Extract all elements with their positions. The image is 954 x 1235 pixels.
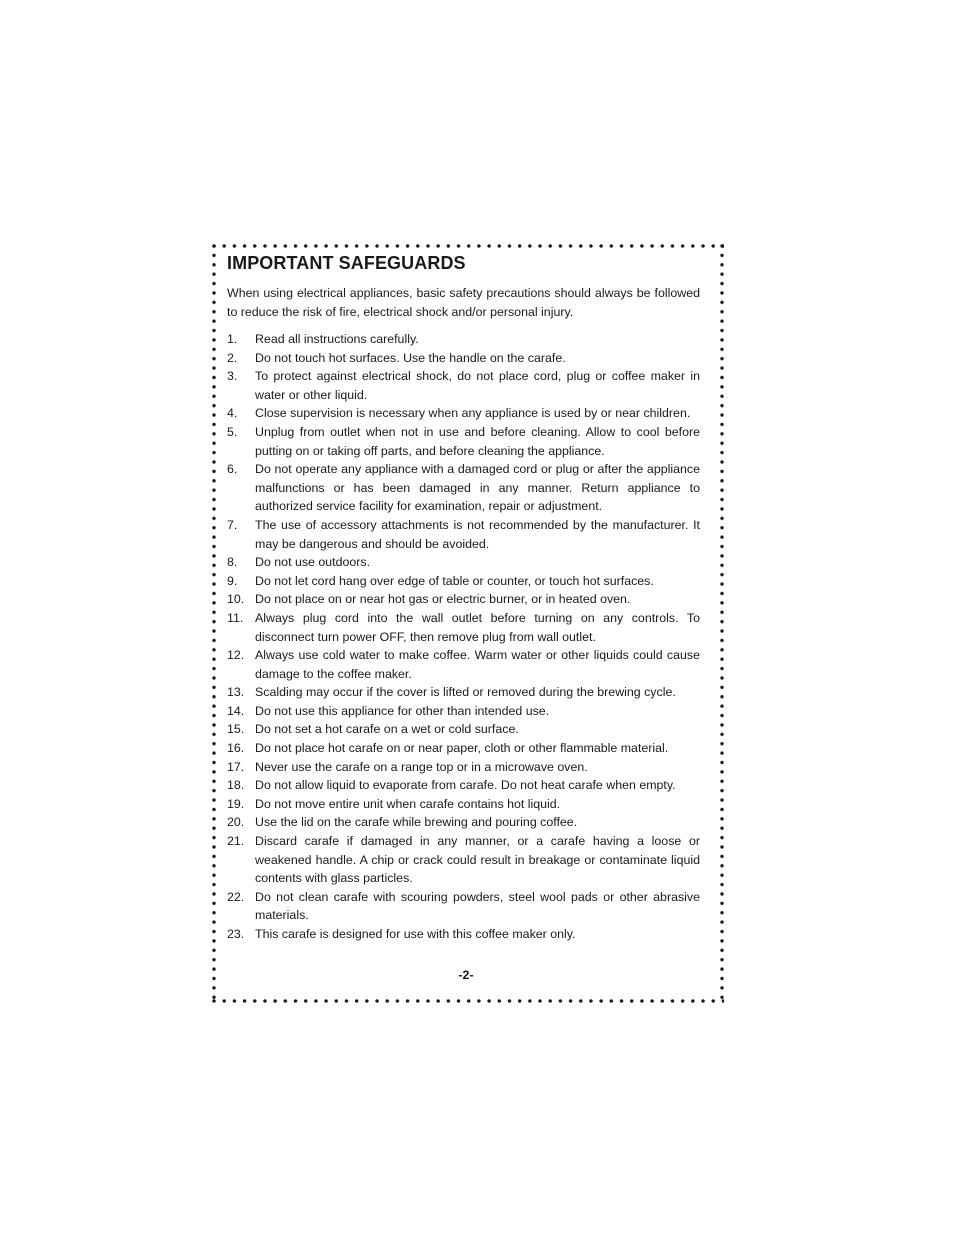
list-item-text: Do not use this appliance for other than intended use.: [255, 703, 550, 718]
list-item: [227, 404, 700, 423]
list-item-number: 1.: [227, 332, 238, 346]
list-item: [227, 776, 700, 795]
list-item-number: 7.: [227, 517, 238, 532]
list-item-number: 19.: [227, 796, 245, 811]
list-item-number: 20.: [227, 815, 245, 830]
list-item: [227, 795, 700, 814]
list-item-text: Do not touch hot surfaces. Use the handle on the carafe.: [255, 350, 566, 365]
list-item: [227, 832, 700, 888]
list-item: [227, 553, 700, 572]
safeguards-list: [227, 330, 700, 944]
list-item-text: Do not let cord hang over edge of table or counter, or touch hot surfaces.: [255, 573, 654, 588]
safeguards-section: [227, 252, 700, 944]
list-item-number: 16.: [227, 741, 245, 756]
dotted-border-left: [212, 244, 216, 1003]
list-item-text: Do not set a hot carafe on a wet or cold surface.: [255, 722, 519, 737]
page-title: IMPORTANT SAFEGUARDS: [227, 253, 466, 273]
list-item-number: 15.: [227, 722, 245, 737]
dotted-border-top: [212, 244, 724, 248]
list-item-number: 12.: [227, 648, 245, 663]
list-item-number: 18.: [227, 778, 245, 793]
list-item: [227, 813, 700, 832]
list-item-number: 11.: [227, 610, 244, 625]
list-item: [227, 423, 700, 460]
list-item-text: This carafe is designed for use with this coffee maker only.: [255, 927, 576, 941]
list-item-text: Do not move entire unit when carafe contains hot liquid.: [255, 796, 561, 811]
list-item-text: Do not place hot carafe on or near paper, cloth or other flammable material.: [255, 741, 669, 756]
list-item-number: 10.: [227, 592, 245, 607]
list-item-text: Do not use outdoors.: [255, 555, 371, 570]
list-item-number: 8.: [227, 555, 238, 570]
list-item: [227, 590, 700, 609]
list-item: [227, 516, 700, 553]
list-item-text: Do not clean carafe with scouring powders, steel wool pads or other abrasive materials.: [255, 889, 700, 923]
list-item-text: Do not place on or near hot gas or electric burner, or in heated oven.: [255, 592, 631, 607]
list-item-text: Always plug cord into the wall outlet before turning on any controls. To disconnect turn power OFF, then remove plug from wall outlet.: [255, 610, 700, 644]
dotted-border-bottom: [212, 999, 724, 1003]
list-item: [227, 758, 700, 777]
list-item-number: 14.: [227, 703, 245, 718]
list-item-number: 3.: [227, 369, 238, 384]
list-item: [227, 460, 700, 516]
list-item: [227, 925, 700, 944]
list-item-text: Do not operate any appliance with a damaged cord or plug or after the appliance malfunctions or has been damaged in any manner. Return appliance to authorized service facility for examination, repair or adjustment.: [255, 462, 700, 514]
list-item-number: 13.: [227, 685, 245, 700]
list-item: [227, 330, 700, 349]
list-item-text: Read all instructions carefully.: [255, 332, 419, 346]
list-item-text: To protect against electrical shock, do not place cord, plug or coffee maker in water or other liquid.: [255, 369, 700, 402]
list-item-text: Do not allow liquid to evaporate from carafe. Do not heat carafe when empty.: [255, 778, 676, 793]
dotted-border-right: [720, 244, 724, 1003]
list-item-text: Use the lid on the carafe while brewing and pouring coffee.: [255, 815, 578, 830]
list-item: [227, 367, 700, 404]
list-item-number: 4.: [227, 406, 238, 421]
page-number: -2-: [458, 968, 474, 982]
list-item-number: 23.: [227, 927, 245, 941]
list-item-number: 21.: [227, 834, 245, 849]
list-item-text: Close supervision is necessary when any appliance is used by or near children.: [255, 406, 691, 421]
list-item-text: Scalding may occur if the cover is lifted or removed during the brewing cycle.: [255, 685, 676, 700]
list-item: [227, 572, 700, 591]
list-item-number: 6.: [227, 462, 238, 477]
list-item: [227, 702, 700, 721]
list-item-number: 5.: [227, 424, 238, 439]
list-item-text: The use of accessory attachments is not recommended by the manufacturer. It may be dangerous and should be avoided.: [255, 517, 700, 551]
list-item: [227, 683, 700, 702]
list-item-text: Never use the carafe on a range top or in a microwave oven.: [255, 759, 588, 774]
list-item-text: Discard carafe if damaged in any manner, or a carafe having a loose or weakened handle. A chip or crack could result in breakage or contaminate liquid contents with glass particles.: [255, 834, 700, 886]
list-item: [227, 739, 700, 758]
list-item: [227, 720, 700, 739]
list-item: [227, 349, 700, 368]
list-item-text: Unplug from outlet when not in use and before cleaning. Allow to cool before putting on or taking off parts, and before cleaning the appliance.: [255, 424, 700, 458]
list-item-number: 9.: [227, 573, 238, 588]
list-item: [227, 609, 700, 646]
list-item-text: Always use cold water to make coffee. Warm water or other liquids could cause damage to the coffee maker.: [255, 648, 700, 681]
list-item: [227, 646, 700, 683]
list-item: [227, 888, 700, 925]
list-item-number: 22.: [227, 889, 245, 904]
list-item-number: 2.: [227, 350, 238, 365]
list-item-number: 17.: [227, 759, 245, 774]
intro-paragraph: When using electrical appliances, basic safety precautions should always be followed to reduce the risk of fire, electrical shock and/or personal injury.: [227, 286, 700, 319]
